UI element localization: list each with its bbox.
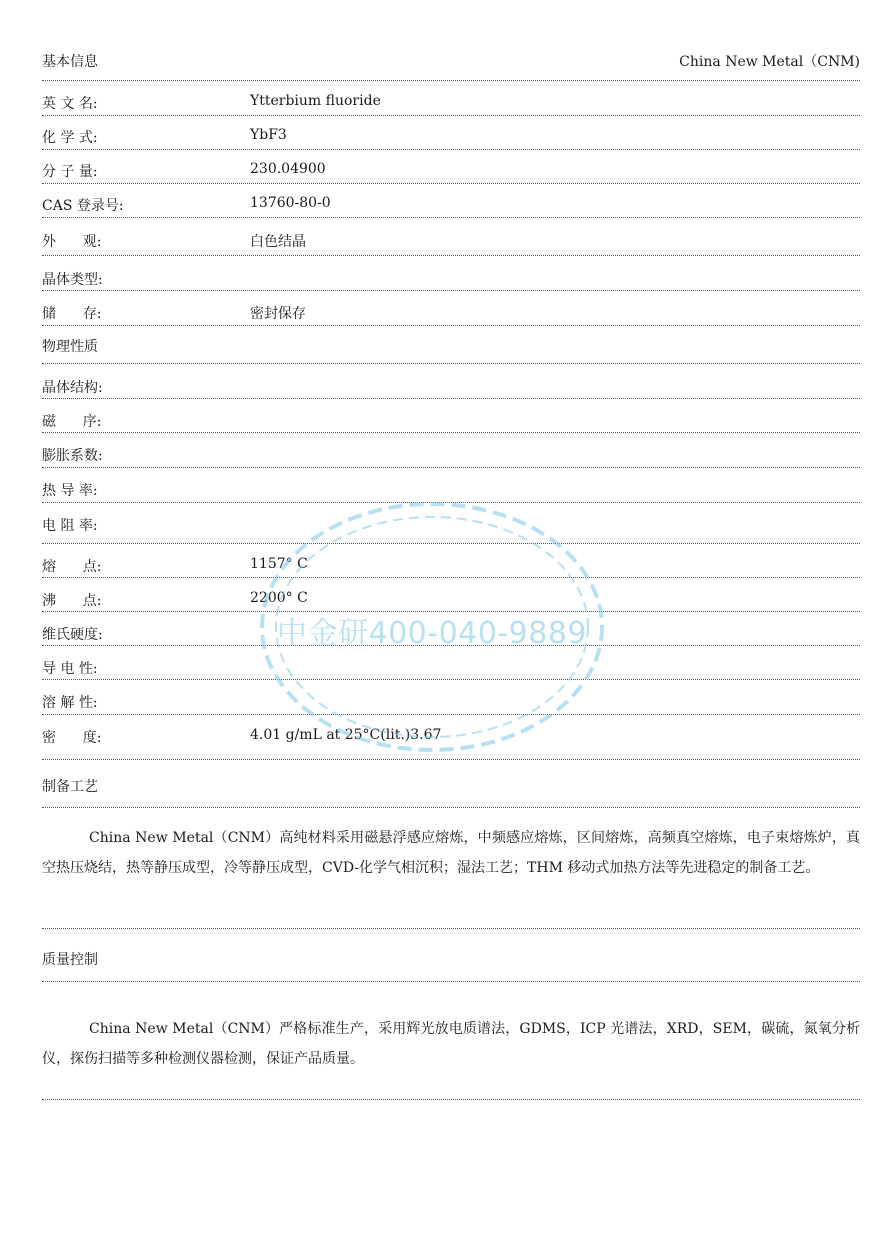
- property-row: [42, 433, 860, 468]
- property-row: [42, 715, 860, 760]
- property-label: 热 导 率:: [42, 483, 98, 499]
- info-label: 晶体类型:: [42, 272, 103, 288]
- property-label: 溶 解 性:: [42, 695, 98, 711]
- info-row: [42, 116, 860, 150]
- section-header-physical: [42, 326, 860, 364]
- info-label: 化 学 式:: [42, 130, 98, 146]
- property-row: [42, 680, 860, 715]
- preparation-paragraph: China New Metal（CNM）高纯材料采用磁悬浮感应熔炼，中频感应熔炼，区间熔炼，高频真空熔炼，电子束熔炼炉，真空热压烧结，热等静压成型，冷等静压成型，CVD-化学气相沉积；湿法工艺；THM 移动式加热方法等先进稳定的制备工艺。: [42, 830, 860, 876]
- section-header-preparation: [42, 760, 860, 808]
- watermark-text: 中金研400-040-9889: [276, 616, 588, 651]
- info-label: 英 文 名:: [42, 96, 98, 112]
- property-row: [42, 646, 860, 680]
- property-value: 4.01 g/mL at 25°C(lit.)3.67: [250, 727, 442, 743]
- quality-paragraph: China New Metal（CNM）严格标准生产，采用辉光放电质谱法，GDMS，ICP 光谱法，XRD，SEM，碳硫，氮氧分析仪，探伤扫描等多种检测仪器检测，保证产品质量。: [42, 1021, 860, 1067]
- info-label: 外 观:: [42, 234, 102, 250]
- company-name: China New Metal（CNM): [679, 54, 860, 70]
- info-value: 230.04900: [250, 161, 326, 177]
- info-row: [42, 150, 860, 184]
- property-label: 密 度:: [42, 730, 102, 746]
- info-value: 白色结晶: [250, 234, 306, 250]
- property-row: [42, 364, 860, 399]
- section-header-quality: [42, 929, 860, 982]
- property-value: 2200° C: [250, 590, 308, 606]
- info-row: [42, 291, 860, 326]
- property-row: [42, 612, 860, 646]
- property-row: [42, 399, 860, 433]
- property-label: 电 阻 率:: [42, 518, 98, 534]
- preparation-block: [42, 808, 860, 929]
- section-title-quality: 质量控制: [42, 952, 98, 968]
- property-value: 1157° C: [250, 556, 308, 572]
- property-label: 晶体结构:: [42, 380, 103, 396]
- info-label: 分 子 量:: [42, 164, 98, 180]
- info-value: 13760-80-0: [250, 195, 331, 211]
- property-label: 导 电 性:: [42, 661, 98, 677]
- property-row: [42, 578, 860, 612]
- info-label: CAS 登录号:: [42, 198, 124, 214]
- section-title-preparation: 制备工艺: [42, 779, 98, 795]
- quality-block: [42, 982, 860, 1100]
- info-row: [42, 256, 860, 291]
- info-row: [42, 218, 860, 256]
- info-row: [42, 81, 860, 116]
- property-row: [42, 544, 860, 578]
- info-value: YbF3: [250, 127, 287, 143]
- property-label: 沸 点:: [42, 593, 102, 609]
- property-label: 维氏硬度:: [42, 627, 103, 643]
- info-value: 密封保存: [250, 306, 306, 322]
- property-label: 磁 序:: [42, 414, 102, 430]
- property-label: 熔 点:: [42, 559, 102, 575]
- header-row: [42, 46, 860, 81]
- section-title-basic-info: 基本信息: [42, 54, 98, 70]
- property-label: 膨胀系数:: [42, 448, 103, 464]
- property-row: [42, 468, 860, 503]
- info-row: [42, 184, 860, 218]
- property-row: [42, 503, 860, 544]
- info-label: 储 存:: [42, 306, 102, 322]
- info-value: Ytterbium fluoride: [250, 93, 381, 109]
- section-title-physical: 物理性质: [42, 339, 98, 355]
